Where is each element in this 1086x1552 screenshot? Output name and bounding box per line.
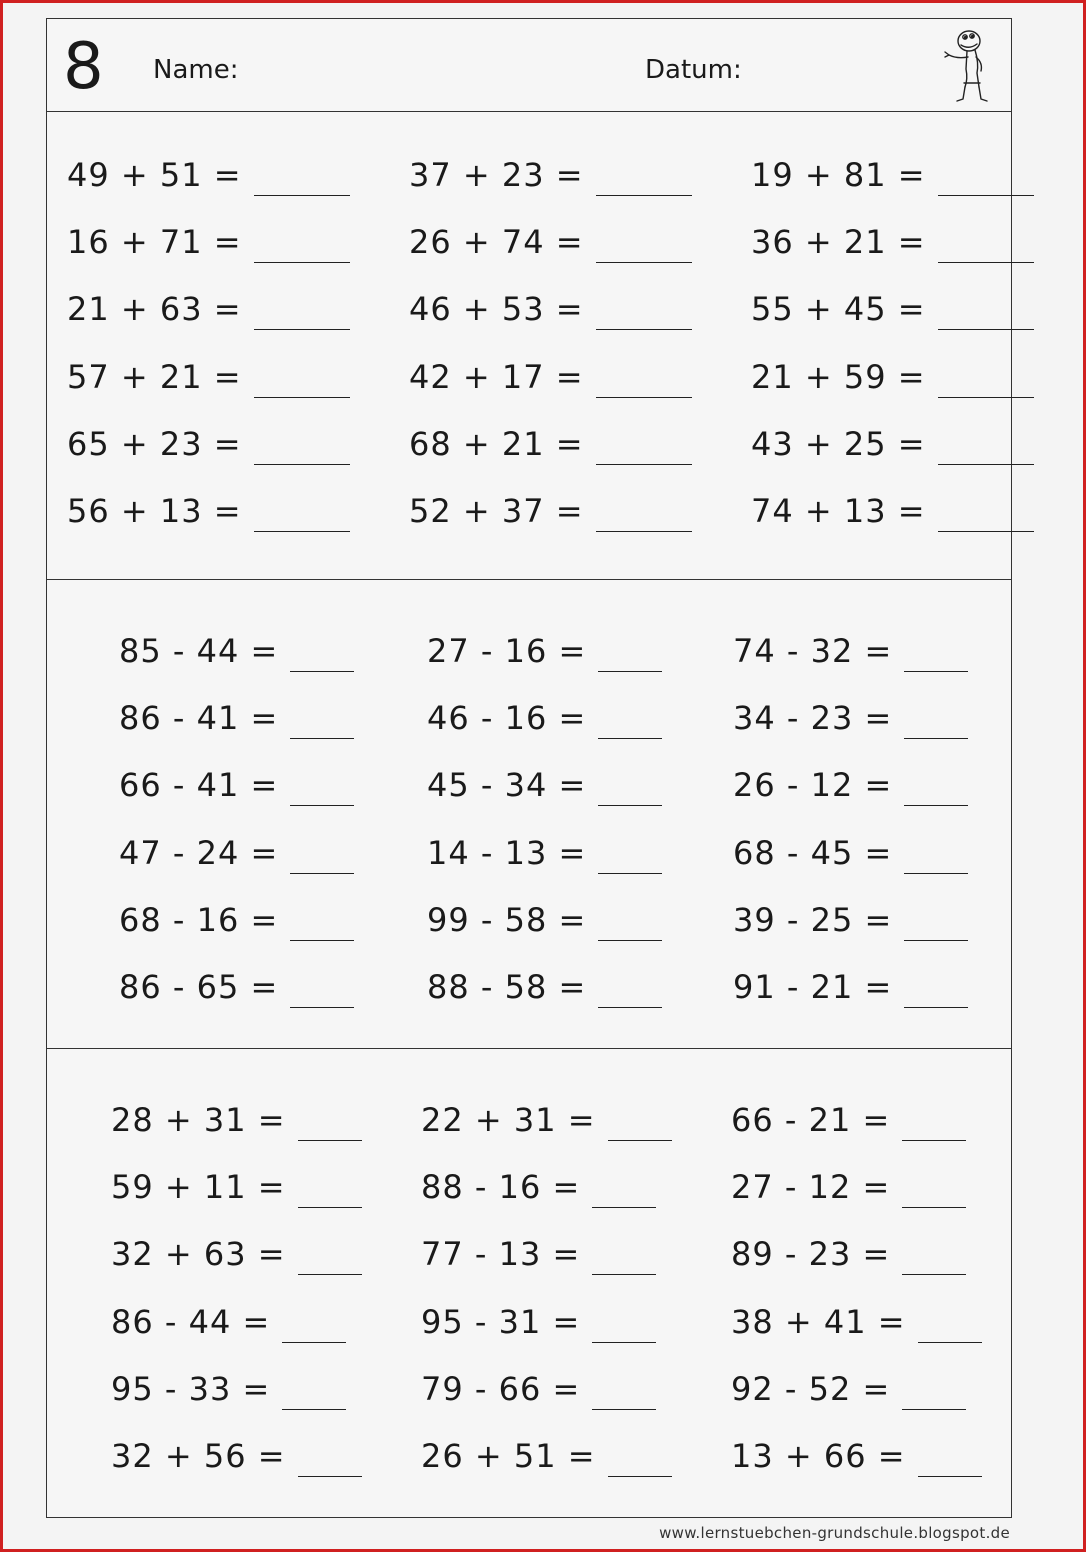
problem-item (731, 1100, 966, 1140)
problem-item (111, 1234, 362, 1274)
answer-blank[interactable] (608, 1448, 672, 1477)
problem-expression: 27 - 16 = (427, 632, 587, 670)
problem-item (409, 222, 692, 262)
problem-item (731, 1302, 982, 1342)
problem-item (409, 357, 692, 397)
problem-expression: 46 + 53 = (409, 290, 584, 328)
answer-blank[interactable] (254, 436, 350, 465)
answer-blank[interactable] (298, 1179, 362, 1208)
problem-expression: 32 + 56 = (111, 1437, 286, 1475)
problem-item (751, 424, 1034, 464)
problem-item (427, 698, 662, 738)
answer-blank[interactable] (904, 845, 968, 874)
problem-expression: 38 + 41 = (731, 1303, 906, 1341)
problem-item (111, 1302, 346, 1342)
problem-item (421, 1302, 656, 1342)
worksheet (46, 18, 1012, 1518)
answer-blank[interactable] (290, 710, 354, 739)
worksheet-header (47, 19, 1011, 112)
answer-blank[interactable] (254, 167, 350, 196)
problem-item (733, 698, 968, 738)
problem-item (119, 765, 354, 805)
problem-expression: 77 - 13 = (421, 1235, 581, 1273)
problem-item (111, 1100, 362, 1140)
answer-blank[interactable] (938, 503, 1034, 532)
problem-expression: 68 - 16 = (119, 901, 279, 939)
answer-blank[interactable] (596, 369, 692, 398)
problem-expression: 91 - 21 = (733, 968, 893, 1006)
answer-blank[interactable] (298, 1448, 362, 1477)
problem-item (67, 155, 350, 195)
answer-blank[interactable] (290, 845, 354, 874)
problem-expression: 43 + 25 = (751, 425, 926, 463)
problem-item (733, 967, 968, 1007)
answer-blank[interactable] (598, 979, 662, 1008)
subtraction-section (47, 580, 1011, 1049)
problem-item (751, 491, 1034, 531)
problem-expression: 88 - 16 = (421, 1168, 581, 1206)
problem-expression: 89 - 23 = (731, 1235, 891, 1273)
problem-item (67, 424, 350, 464)
answer-blank[interactable] (592, 1246, 656, 1275)
answer-blank[interactable] (918, 1314, 982, 1343)
problem-item (733, 765, 968, 805)
problem-expression: 32 + 63 = (111, 1235, 286, 1273)
problem-item (111, 1436, 362, 1476)
answer-blank[interactable] (596, 167, 692, 196)
answer-blank[interactable] (290, 979, 354, 1008)
answer-blank[interactable] (902, 1112, 966, 1141)
problem-item (751, 155, 1034, 195)
problem-item (119, 698, 354, 738)
answer-blank[interactable] (904, 710, 968, 739)
problem-expression: 21 + 59 = (751, 358, 926, 396)
answer-blank[interactable] (290, 777, 354, 806)
problem-expression: 99 - 58 = (427, 901, 587, 939)
answer-blank[interactable] (902, 1246, 966, 1275)
problem-expression: 59 + 11 = (111, 1168, 286, 1206)
problem-expression: 39 - 25 = (733, 901, 893, 939)
answer-blank[interactable] (902, 1381, 966, 1410)
problem-expression: 22 + 31 = (421, 1101, 596, 1139)
problem-item (427, 967, 662, 1007)
problem-item (421, 1167, 656, 1207)
problem-item (427, 631, 662, 671)
problem-expression: 57 + 21 = (67, 358, 242, 396)
problem-expression: 42 + 17 = (409, 358, 584, 396)
problem-expression: 86 - 41 = (119, 699, 279, 737)
problem-expression: 65 + 23 = (67, 425, 242, 463)
problem-expression: 26 + 51 = (421, 1437, 596, 1475)
problem-expression: 56 + 13 = (67, 492, 242, 530)
problem-item (409, 491, 692, 531)
answer-blank[interactable] (904, 912, 968, 941)
answer-blank[interactable] (904, 643, 968, 672)
problem-expression: 66 - 21 = (731, 1101, 891, 1139)
problem-expression: 74 - 32 = (733, 632, 893, 670)
problem-item (427, 765, 662, 805)
answer-blank[interactable] (938, 167, 1034, 196)
problem-expression: 95 - 31 = (421, 1303, 581, 1341)
problem-expression: 21 + 63 = (67, 290, 242, 328)
problem-item (409, 424, 692, 464)
mixed-section (47, 1049, 1011, 1517)
mascot-icon (939, 23, 995, 109)
problem-expression: 49 + 51 = (67, 156, 242, 194)
answer-blank[interactable] (598, 710, 662, 739)
problem-item (119, 631, 354, 671)
problem-item (67, 491, 350, 531)
problem-expression: 68 - 45 = (733, 834, 893, 872)
answer-blank[interactable] (592, 1179, 656, 1208)
answer-blank[interactable] (290, 912, 354, 941)
date-label: Datum: (645, 55, 742, 85)
problem-item (731, 1234, 966, 1274)
answer-blank[interactable] (596, 436, 692, 465)
answer-blank[interactable] (938, 436, 1034, 465)
problem-item (111, 1167, 362, 1207)
answer-blank[interactable] (598, 777, 662, 806)
answer-blank[interactable] (290, 643, 354, 672)
problem-item (67, 222, 350, 262)
answer-blank[interactable] (598, 912, 662, 941)
answer-blank[interactable] (282, 1314, 346, 1343)
problem-expression: 66 - 41 = (119, 766, 279, 804)
problem-item (421, 1234, 656, 1274)
problem-expression: 36 + 21 = (751, 223, 926, 261)
answer-blank[interactable] (918, 1448, 982, 1477)
problem-item (733, 631, 968, 671)
problem-expression: 13 + 66 = (731, 1437, 906, 1475)
problem-expression: 86 - 44 = (111, 1303, 271, 1341)
answer-blank[interactable] (592, 1314, 656, 1343)
answer-blank[interactable] (598, 845, 662, 874)
answer-blank[interactable] (596, 234, 692, 263)
problem-expression: 95 - 33 = (111, 1370, 271, 1408)
problem-item (751, 289, 1034, 329)
problem-item (119, 833, 354, 873)
answer-blank[interactable] (904, 777, 968, 806)
problem-expression: 16 + 71 = (67, 223, 242, 261)
answer-blank[interactable] (298, 1112, 362, 1141)
answer-blank[interactable] (938, 369, 1034, 398)
answer-blank[interactable] (298, 1246, 362, 1275)
problem-expression: 19 + 81 = (751, 156, 926, 194)
problem-item (119, 967, 354, 1007)
problem-expression: 86 - 65 = (119, 968, 279, 1006)
problem-expression: 28 + 31 = (111, 1101, 286, 1139)
problem-expression: 85 - 44 = (119, 632, 279, 670)
sheet-number: 8 (63, 30, 104, 104)
answer-blank[interactable] (608, 1112, 672, 1141)
answer-blank[interactable] (254, 503, 350, 532)
problem-expression: 79 - 66 = (421, 1370, 581, 1408)
answer-blank[interactable] (282, 1381, 346, 1410)
problem-item (733, 900, 968, 940)
problem-item (421, 1369, 656, 1409)
problem-expression: 52 + 37 = (409, 492, 584, 530)
answer-blank[interactable] (596, 503, 692, 532)
problem-expression: 88 - 58 = (427, 968, 587, 1006)
problem-expression: 55 + 45 = (751, 290, 926, 328)
answer-blank[interactable] (938, 301, 1034, 330)
problem-expression: 46 - 16 = (427, 699, 587, 737)
answer-blank[interactable] (598, 643, 662, 672)
name-label: Name: (153, 55, 239, 85)
answer-blank[interactable] (904, 979, 968, 1008)
problem-expression: 74 + 13 = (751, 492, 926, 530)
answer-blank[interactable] (254, 301, 350, 330)
problem-expression: 14 - 13 = (427, 834, 587, 872)
problem-item (421, 1100, 672, 1140)
problem-item (731, 1369, 966, 1409)
answer-blank[interactable] (592, 1381, 656, 1410)
answer-blank[interactable] (902, 1179, 966, 1208)
problem-item (111, 1369, 346, 1409)
problem-expression: 68 + 21 = (409, 425, 584, 463)
problem-item (119, 900, 354, 940)
answer-blank[interactable] (254, 234, 350, 263)
problem-expression: 26 - 12 = (733, 766, 893, 804)
problem-item (751, 357, 1034, 397)
problem-item (67, 357, 350, 397)
problem-item (409, 289, 692, 329)
problem-item (67, 289, 350, 329)
addition-section (47, 111, 1011, 580)
footer-url: www.lernstuebchen-grundschule.blogspot.de (659, 1524, 1010, 1542)
answer-blank[interactable] (596, 301, 692, 330)
problem-item (731, 1436, 982, 1476)
problem-item (427, 900, 662, 940)
problem-item (427, 833, 662, 873)
answer-blank[interactable] (938, 234, 1034, 263)
problem-item (751, 222, 1034, 262)
problem-expression: 47 - 24 = (119, 834, 279, 872)
problem-expression: 37 + 23 = (409, 156, 584, 194)
answer-blank[interactable] (254, 369, 350, 398)
problem-expression: 26 + 74 = (409, 223, 584, 261)
problem-expression: 45 - 34 = (427, 766, 587, 804)
problem-expression: 34 - 23 = (733, 699, 893, 737)
problem-expression: 27 - 12 = (731, 1168, 891, 1206)
problem-item (731, 1167, 966, 1207)
problem-item (409, 155, 692, 195)
problem-item (421, 1436, 672, 1476)
problem-item (733, 833, 968, 873)
problem-expression: 92 - 52 = (731, 1370, 891, 1408)
